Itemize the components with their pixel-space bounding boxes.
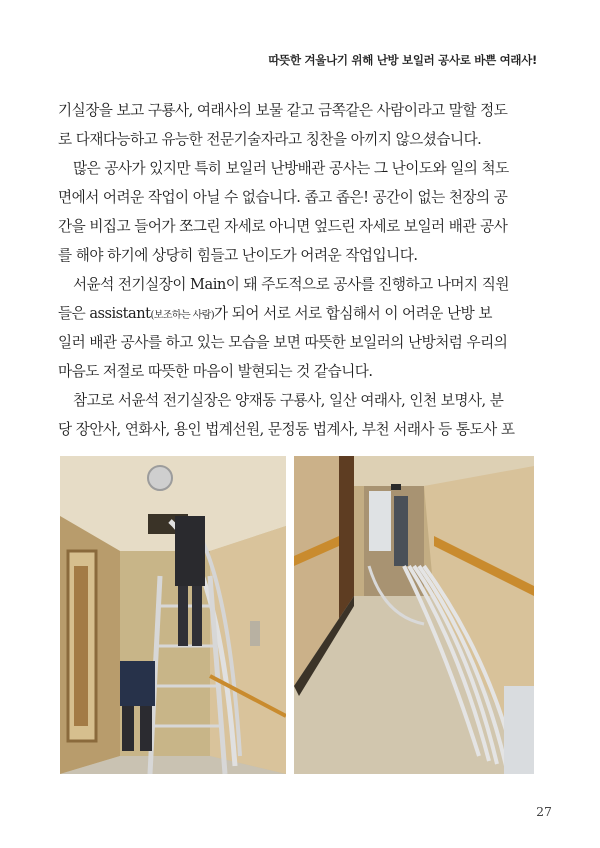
body-line: 를 해야 하기에 상당히 힘들고 난이도가 어려운 작업입니다. xyxy=(58,247,418,264)
page-number: 27 xyxy=(536,804,552,819)
running-header: 따뜻한 겨울나기 위해 난방 보일러 공사로 바쁜 여래사! xyxy=(268,53,537,67)
body-line: 로 다재다능하고 유능한 전문기술자라고 칭찬을 아끼지 않으셨습니다. xyxy=(58,131,482,148)
photo-ladder-ceiling-work xyxy=(60,456,286,774)
photo-hallway-pipes xyxy=(294,456,534,774)
body-line: 간을 비집고 들어가 쪼그린 자세로 아니면 엎드린 자세로 보일러 배관 공사 xyxy=(58,218,508,235)
body-line: 면에서 어려운 작업이 아닐 수 없습니다. 좁고 좁은! 공간이 없는 천장의 공 xyxy=(58,189,508,206)
body-text-small-span: (보조하는 사람) xyxy=(150,310,215,321)
body-line: 일러 배관 공사를 하고 있는 모습을 보면 따뜻한 보일러의 난방처럼 우리의 xyxy=(58,334,508,351)
body-line: 많은 공사가 있지만 특히 보일러 난방배관 공사는 그 난이도와 일의 척도 xyxy=(73,160,509,177)
body-line: 당 장안사, 연화사, 용인 법계선원, 문정동 법계사, 부천 서래사 등 통도사 포 xyxy=(58,421,515,438)
body-text xyxy=(58,96,542,444)
body-line: 마음도 저절로 따뜻한 마음이 발현되는 것 같습니다. xyxy=(58,363,373,380)
body-text-span: 들은 assistant xyxy=(58,305,151,322)
body-line: 기실장을 보고 구룡사, 여래사의 보물 같고 금쪽같은 사람이라고 말할 정도 xyxy=(58,102,508,119)
body-line-mixed xyxy=(58,299,542,328)
body-text-span: 가 되어 서로 서로 합심해서 이 어려운 난방 보 xyxy=(214,305,492,322)
body-line: 서윤석 전기실장이 Main이 돼 주도적으로 공사를 진행하고 나머지 직원 xyxy=(73,276,509,293)
body-line: 참고로 서윤석 전기실장은 양재동 구룡사, 일산 여래사, 인천 보명사, 분 xyxy=(73,392,504,409)
